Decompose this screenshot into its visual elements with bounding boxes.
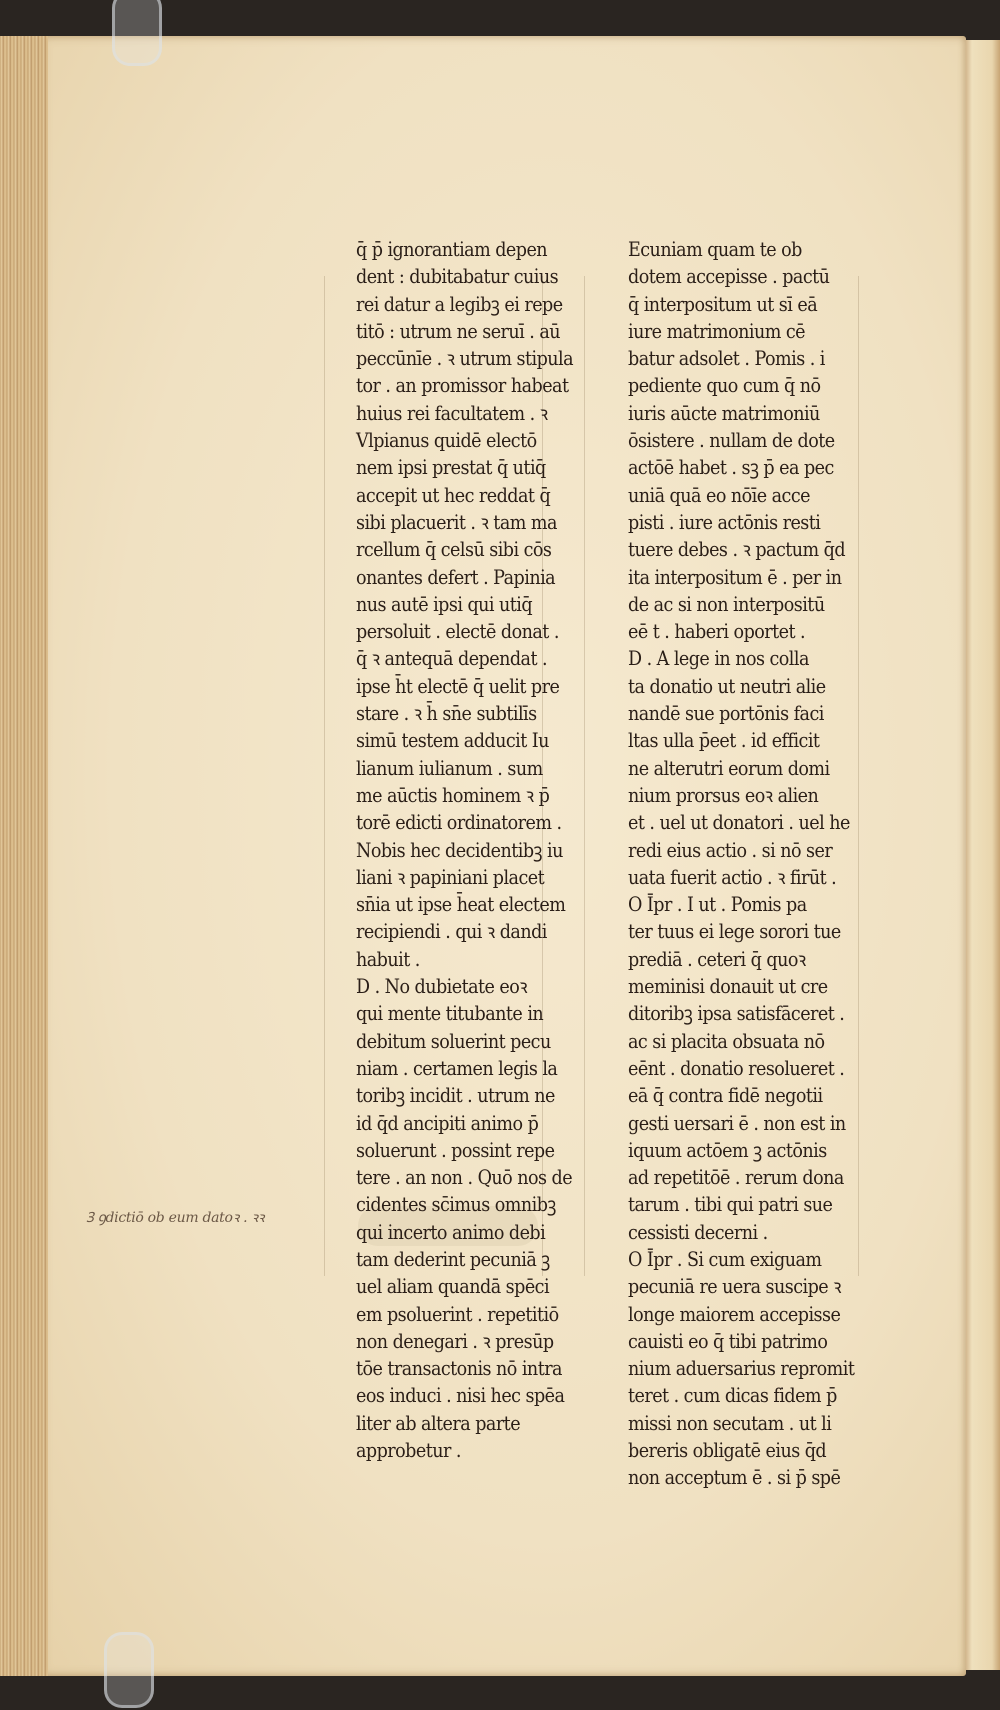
text-line: id q̄d ancipiti animo p̄ xyxy=(356,1111,539,1135)
text-line: iuris aūcte matrimoniū xyxy=(628,401,820,425)
text-line: qui mente titubante in xyxy=(356,1002,544,1026)
text-line: rei datur a legibꝫ ei repe xyxy=(356,292,563,316)
text-line: non denegari . ꝛ presūp xyxy=(356,1329,554,1353)
text-line: ad repetitōē . rerum dona xyxy=(628,1166,844,1190)
text-line: habuit . xyxy=(356,947,420,971)
text-line: eē t . haberi oportet . xyxy=(628,620,806,644)
text-line: et . uel ut donatori . uel he xyxy=(628,811,850,835)
text-line: nandē sue portōnis faci xyxy=(628,702,824,726)
text-line: pecuniā re uera suscipe ꝛ xyxy=(628,1275,841,1299)
text-line: pisti . iure actōnis resti xyxy=(628,510,821,534)
text-line: torē edicti ordinatorem . xyxy=(356,811,562,835)
text-line: q̄ interpositum ut sī eā xyxy=(628,292,818,316)
marginal-note: Ꝫ ꝯdictiō ob eum datoꝛ . ꝛꝛ xyxy=(86,1210,265,1226)
text-line: rcellum q̄ celsū sibi cōs xyxy=(356,538,552,562)
text-line: cessisti decerni . xyxy=(628,1220,768,1244)
text-line: qui incerto animo debi xyxy=(356,1220,546,1244)
text-line: approbetur . xyxy=(356,1439,461,1463)
text-line: tuere debes . ꝛ pactum q̄d xyxy=(628,538,846,562)
text-line: missi non secutam . ut li xyxy=(628,1411,832,1435)
text-line: uel aliam quandā spēci xyxy=(356,1275,550,1299)
text-line: soluerunt . possint repe xyxy=(356,1138,555,1162)
text-line: nium aduersarius repromit xyxy=(628,1357,855,1381)
text-block-edge xyxy=(0,36,48,1676)
text-line: nus autē ipsi qui utiq̄ xyxy=(356,592,533,616)
text-line: prediā . ceteri q̄ quoꝛ xyxy=(628,947,806,971)
text-line: tor . an promissor habeat xyxy=(356,374,569,398)
text-line: iquum actōem ꝫ actōnis xyxy=(628,1138,827,1162)
text-line: actōē habet . sꝫ p̄ ea pec xyxy=(628,456,834,480)
text-line: tere . an non . Quō nos de xyxy=(356,1166,573,1190)
text-line: titō : utrum ne seruī . aū xyxy=(356,319,561,343)
text-line: uata fuerit actio . ꝛ firūt . xyxy=(628,865,837,889)
next-page-edge xyxy=(960,40,1000,1670)
text-line: persoluit . electē donat . xyxy=(356,620,559,644)
left-text-column xyxy=(356,236,597,1464)
text-line: ac si placita obsuata nō xyxy=(628,1029,825,1053)
text-line: O Īpr . I ut . Pomis pa xyxy=(628,893,807,917)
text-line: Vlpianus quidē electō xyxy=(356,429,537,453)
text-line: D . No dubietate eoꝛ xyxy=(356,975,528,999)
text-line: gesti uersari ē . non est in xyxy=(628,1111,846,1135)
ruling-line xyxy=(324,276,325,1276)
text-line: ōsistere . nullam de dote xyxy=(628,429,835,453)
text-line: eos induci . nisi hec spēa xyxy=(356,1384,565,1408)
text-line: sn̄ia ut ipse h̄eat electem xyxy=(356,893,566,917)
text-line: bereris obligatē eius q̄d xyxy=(628,1439,827,1463)
text-line: dent : dubitabatur cuius xyxy=(356,265,559,289)
text-line: onantes defert . Papinia xyxy=(356,565,556,589)
text-line: liani ꝛ papiniani placet xyxy=(356,865,545,889)
text-line: niam . certamen legis la xyxy=(356,1056,558,1080)
text-line: simū testem adducit Iu xyxy=(356,729,549,753)
text-line: batur adsolet . Pomis . i xyxy=(628,347,825,371)
text-line: accepit ut hec reddat q̄ xyxy=(356,483,551,507)
text-line: eēnt . donatio resolueret . xyxy=(628,1056,845,1080)
text-line: meminisi donauit ut cre xyxy=(628,975,828,999)
text-line: em psoluerint . repetitiō xyxy=(356,1302,559,1326)
text-line: Ecuniam quam te ob xyxy=(628,238,802,261)
text-line: longe maiorem accepisse xyxy=(628,1302,841,1326)
text-line: q̄ ꝛ antequā dependat . xyxy=(356,647,548,671)
text-line: tōe transactonis nō intra xyxy=(356,1357,562,1381)
right-text-column xyxy=(628,236,880,1492)
text-line: me aūctis hominem ꝛ p̄ xyxy=(356,783,550,807)
text-line: ditoribꝫ ipsa satisfāceret . xyxy=(628,1002,845,1026)
text-line: tam dederint pecuniā ꝫ xyxy=(356,1247,550,1271)
text-line: toribꝫ incidit . utrum ne xyxy=(356,1084,555,1108)
text-line: peccūnīe . ꝛ utrum stipula xyxy=(356,347,574,371)
text-line: eā q̄ contra fidē negotii xyxy=(628,1084,823,1108)
text-line: sibi placuerit . ꝛ tam ma xyxy=(356,510,557,534)
text-line: de ac si non interpositū xyxy=(628,592,825,616)
text-line: redi eius actio . si nō ser xyxy=(628,838,833,862)
text-line: uniā quā eo nōīe acce xyxy=(628,483,810,507)
text-line: cidentes sc̄imus omnibꝫ xyxy=(356,1193,556,1217)
text-line: debitum soluerint pecu xyxy=(356,1029,551,1053)
text-line: pediente quo cum q̄ nō xyxy=(628,374,821,398)
page-clip-top xyxy=(112,0,162,66)
text-line: ter tuus ei lege sorori tue xyxy=(628,920,841,944)
text-line: liter ab altera parte xyxy=(356,1411,521,1435)
text-line: ne alterutri eorum domi xyxy=(628,756,830,780)
text-line: ltas ulla p̄eet . id efficit xyxy=(628,729,820,753)
text-line: q̄ p̄ ignorantiam depen xyxy=(356,238,548,261)
text-line: ta donatio ut neutri alie xyxy=(628,674,826,698)
text-line: nem ipsi prestat q̄ utiq̄ xyxy=(356,456,546,480)
text-line: lianum iulianum . sum xyxy=(356,756,543,780)
text-line: ita interpositum ē . per in xyxy=(628,565,842,589)
text-line: teret . cum dicas fidem p̄ xyxy=(628,1384,837,1408)
text-line: tarum . tibi qui patri sue xyxy=(628,1193,833,1217)
text-line: nium prorsus eoꝛ alien xyxy=(628,783,819,807)
text-line: ipse h̄t electē q̄ uelit pre xyxy=(356,674,560,698)
text-line: D . A lege in nos colla xyxy=(628,647,809,671)
text-line: dotem accepisse . pactū xyxy=(628,265,830,289)
text-line: Nobis hec decidentibꝫ iu xyxy=(356,838,563,862)
text-line: iure matrimonium cē xyxy=(628,319,806,343)
page-clip-bottom xyxy=(104,1632,154,1708)
text-line: O Īpr . Si cum exiguam xyxy=(628,1247,822,1271)
text-line: recipiendi . qui ꝛ dandi xyxy=(356,920,547,944)
text-line: stare . ꝛ h̄ sn̄e subtilīs xyxy=(356,702,537,726)
text-line: huius rei facultatem . ꝛ xyxy=(356,401,548,425)
text-line: non acceptum ē . si p̄ spē xyxy=(628,1466,841,1490)
text-line: cauisti eo q̄ tibi patrimo xyxy=(628,1329,828,1353)
